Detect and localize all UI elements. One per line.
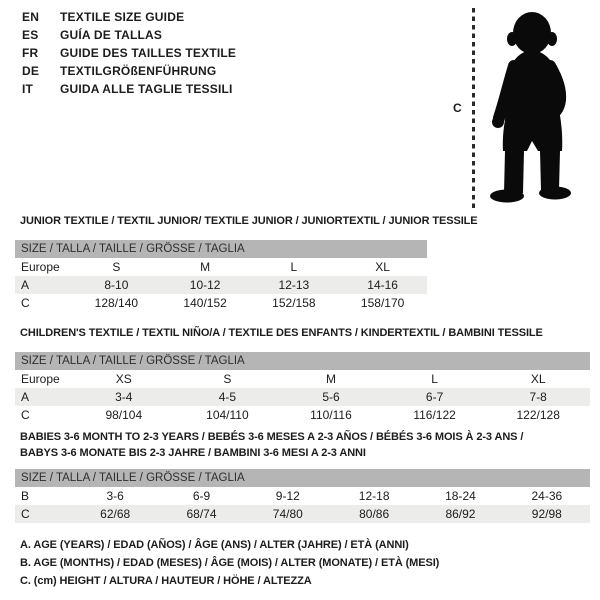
row-label: C (21, 408, 30, 422)
language-code: ES (22, 28, 39, 42)
size-cell: 7-8 (529, 390, 547, 404)
size-cell: L (431, 372, 438, 386)
size-cell: 8-10 (104, 278, 129, 292)
table-row (15, 487, 590, 505)
size-cell: 4-5 (218, 390, 237, 404)
table-title-line: BABIES 3-6 MONTH TO 2-3 YEARS / BEBÉS 3-6 MESES A 2-3 AÑOS / BÉBÉS 3-6 MOIS À 2-3 ANS / (20, 431, 524, 443)
size-cell: 158/170 (360, 296, 405, 310)
language-row (22, 26, 236, 44)
table-header-row (15, 240, 427, 258)
size-cell: 3-4 (115, 390, 133, 404)
size-cell: 74/80 (272, 507, 303, 521)
table-title (20, 325, 590, 341)
toddler-silhouette-icon (479, 8, 589, 208)
row-label: C (21, 507, 30, 521)
size-cell: 14-16 (367, 278, 398, 292)
size-cell: M (325, 372, 336, 386)
size-cell: 128/140 (94, 296, 139, 310)
size-cell: 152/158 (272, 296, 316, 310)
size-cell: M (200, 260, 211, 274)
language-list (22, 8, 236, 98)
table-title-line: BABYS 3-6 MONATE BIS 2-3 JAHRE / BAMBINI 3-6 MESI A 2-3 ANNI (20, 447, 366, 459)
size-cell: 24-36 (531, 489, 563, 503)
table-row (15, 505, 590, 523)
size-cell: 86/92 (445, 507, 476, 521)
size-table-section (15, 325, 590, 424)
table-title-line: CHILDREN'S TEXTILE / TEXTIL NIÑO/A / TEXTILE DES ENFANTS / KINDERTEXTIL / BAMBINI TESSILE (20, 327, 543, 339)
table-row (15, 294, 427, 312)
size-table-section (15, 213, 478, 312)
row-label: Europe (21, 260, 60, 274)
size-cell: XL (375, 260, 390, 274)
legend (20, 536, 439, 590)
table-title (20, 429, 590, 461)
language-row (22, 44, 236, 62)
size-cell: 98/104 (105, 408, 143, 422)
legend-line: C. (cm) HEIGHT / ALTURA / HAUTEUR / HÖHE / ALTEZZA (20, 575, 312, 587)
language-row (22, 8, 236, 26)
size-table (15, 240, 427, 312)
language-code: EN (22, 10, 40, 24)
size-cell: 92/98 (531, 507, 562, 521)
size-cell: 104/110 (206, 408, 249, 422)
table-size-header: SIZE / TALLA / TAILLE / GRÖSSE / TAGLIA (15, 352, 590, 370)
language-code: FR (22, 46, 39, 60)
height-measure-label: C (453, 101, 462, 115)
language-row (22, 62, 236, 80)
legend-line: A. AGE (YEARS) / EDAD (AÑOS) / ÂGE (ANS) / ALTER (JAHRE) / ETÀ (ANNI) (20, 539, 409, 551)
row-label: A (21, 390, 30, 404)
height-dashed-line (472, 8, 475, 209)
language-title: TEXTILE SIZE GUIDE (60, 10, 185, 24)
row-label: Europe (21, 372, 60, 386)
size-table (15, 352, 590, 424)
table-size-header: SIZE / TALLA / TAILLE / GRÖSSE / TAGLIA (15, 469, 590, 487)
table-row (15, 258, 427, 276)
size-cell: 6-9 (192, 489, 211, 503)
table-row (15, 388, 590, 406)
size-cell: 6-7 (425, 390, 444, 404)
size-cell: 80/86 (359, 507, 390, 521)
size-cell: 18-24 (445, 489, 476, 503)
size-cell: XL (530, 372, 546, 386)
size-cell: 9-12 (275, 489, 300, 503)
row-label: B (21, 489, 30, 503)
size-cell: 12-13 (278, 278, 310, 292)
legend-line: B. AGE (MONTHS) / EDAD (MESES) / ÂGE (MOIS) / ALTER (MONATE) / ETÀ (MESI) (20, 557, 440, 569)
table-header-row (15, 352, 590, 370)
size-cell: S (223, 372, 232, 386)
language-title: GUIDA ALLE TAGLIE TESSILI (60, 82, 233, 96)
row-label: C (21, 296, 30, 310)
size-cell: XS (115, 372, 132, 386)
table-size-header: SIZE / TALLA / TAILLE / GRÖSSE / TAGLIA (15, 240, 427, 258)
size-cell: L (290, 260, 298, 274)
table-row (15, 276, 427, 294)
language-title: GUIDE DES TAILLES TEXTILE (60, 46, 237, 60)
language-code: DE (22, 64, 40, 78)
table-row (15, 406, 590, 424)
size-cell: 12-18 (358, 489, 390, 503)
size-cell: 116/122 (413, 408, 456, 422)
size-cell: 110/116 (310, 408, 352, 422)
size-cell: 5-6 (322, 390, 340, 404)
size-cell: 140/152 (183, 296, 227, 310)
language-title: TEXTILGRÖßENFÜHRUNG (60, 64, 217, 78)
size-cell: 3-6 (106, 489, 124, 503)
size-cell: S (112, 260, 121, 274)
size-cell: 122/128 (516, 408, 560, 422)
table-title-line: JUNIOR TEXTILE / TEXTIL JUNIOR/ TEXTILE JUNIOR / JUNIORTEXTIL / JUNIOR TESSILE (20, 215, 478, 227)
language-row (22, 80, 236, 98)
table-title (20, 213, 478, 229)
row-label: A (21, 278, 30, 292)
language-code: IT (22, 82, 34, 96)
table-header-row (15, 469, 590, 487)
size-cell: 68/74 (186, 507, 217, 521)
table-row (15, 370, 590, 388)
size-table-section (15, 429, 590, 523)
size-cell: 10-12 (189, 278, 221, 292)
language-title: GUÍA DE TALLAS (60, 28, 163, 42)
size-table (15, 469, 590, 523)
size-cell: 62/68 (100, 507, 131, 521)
